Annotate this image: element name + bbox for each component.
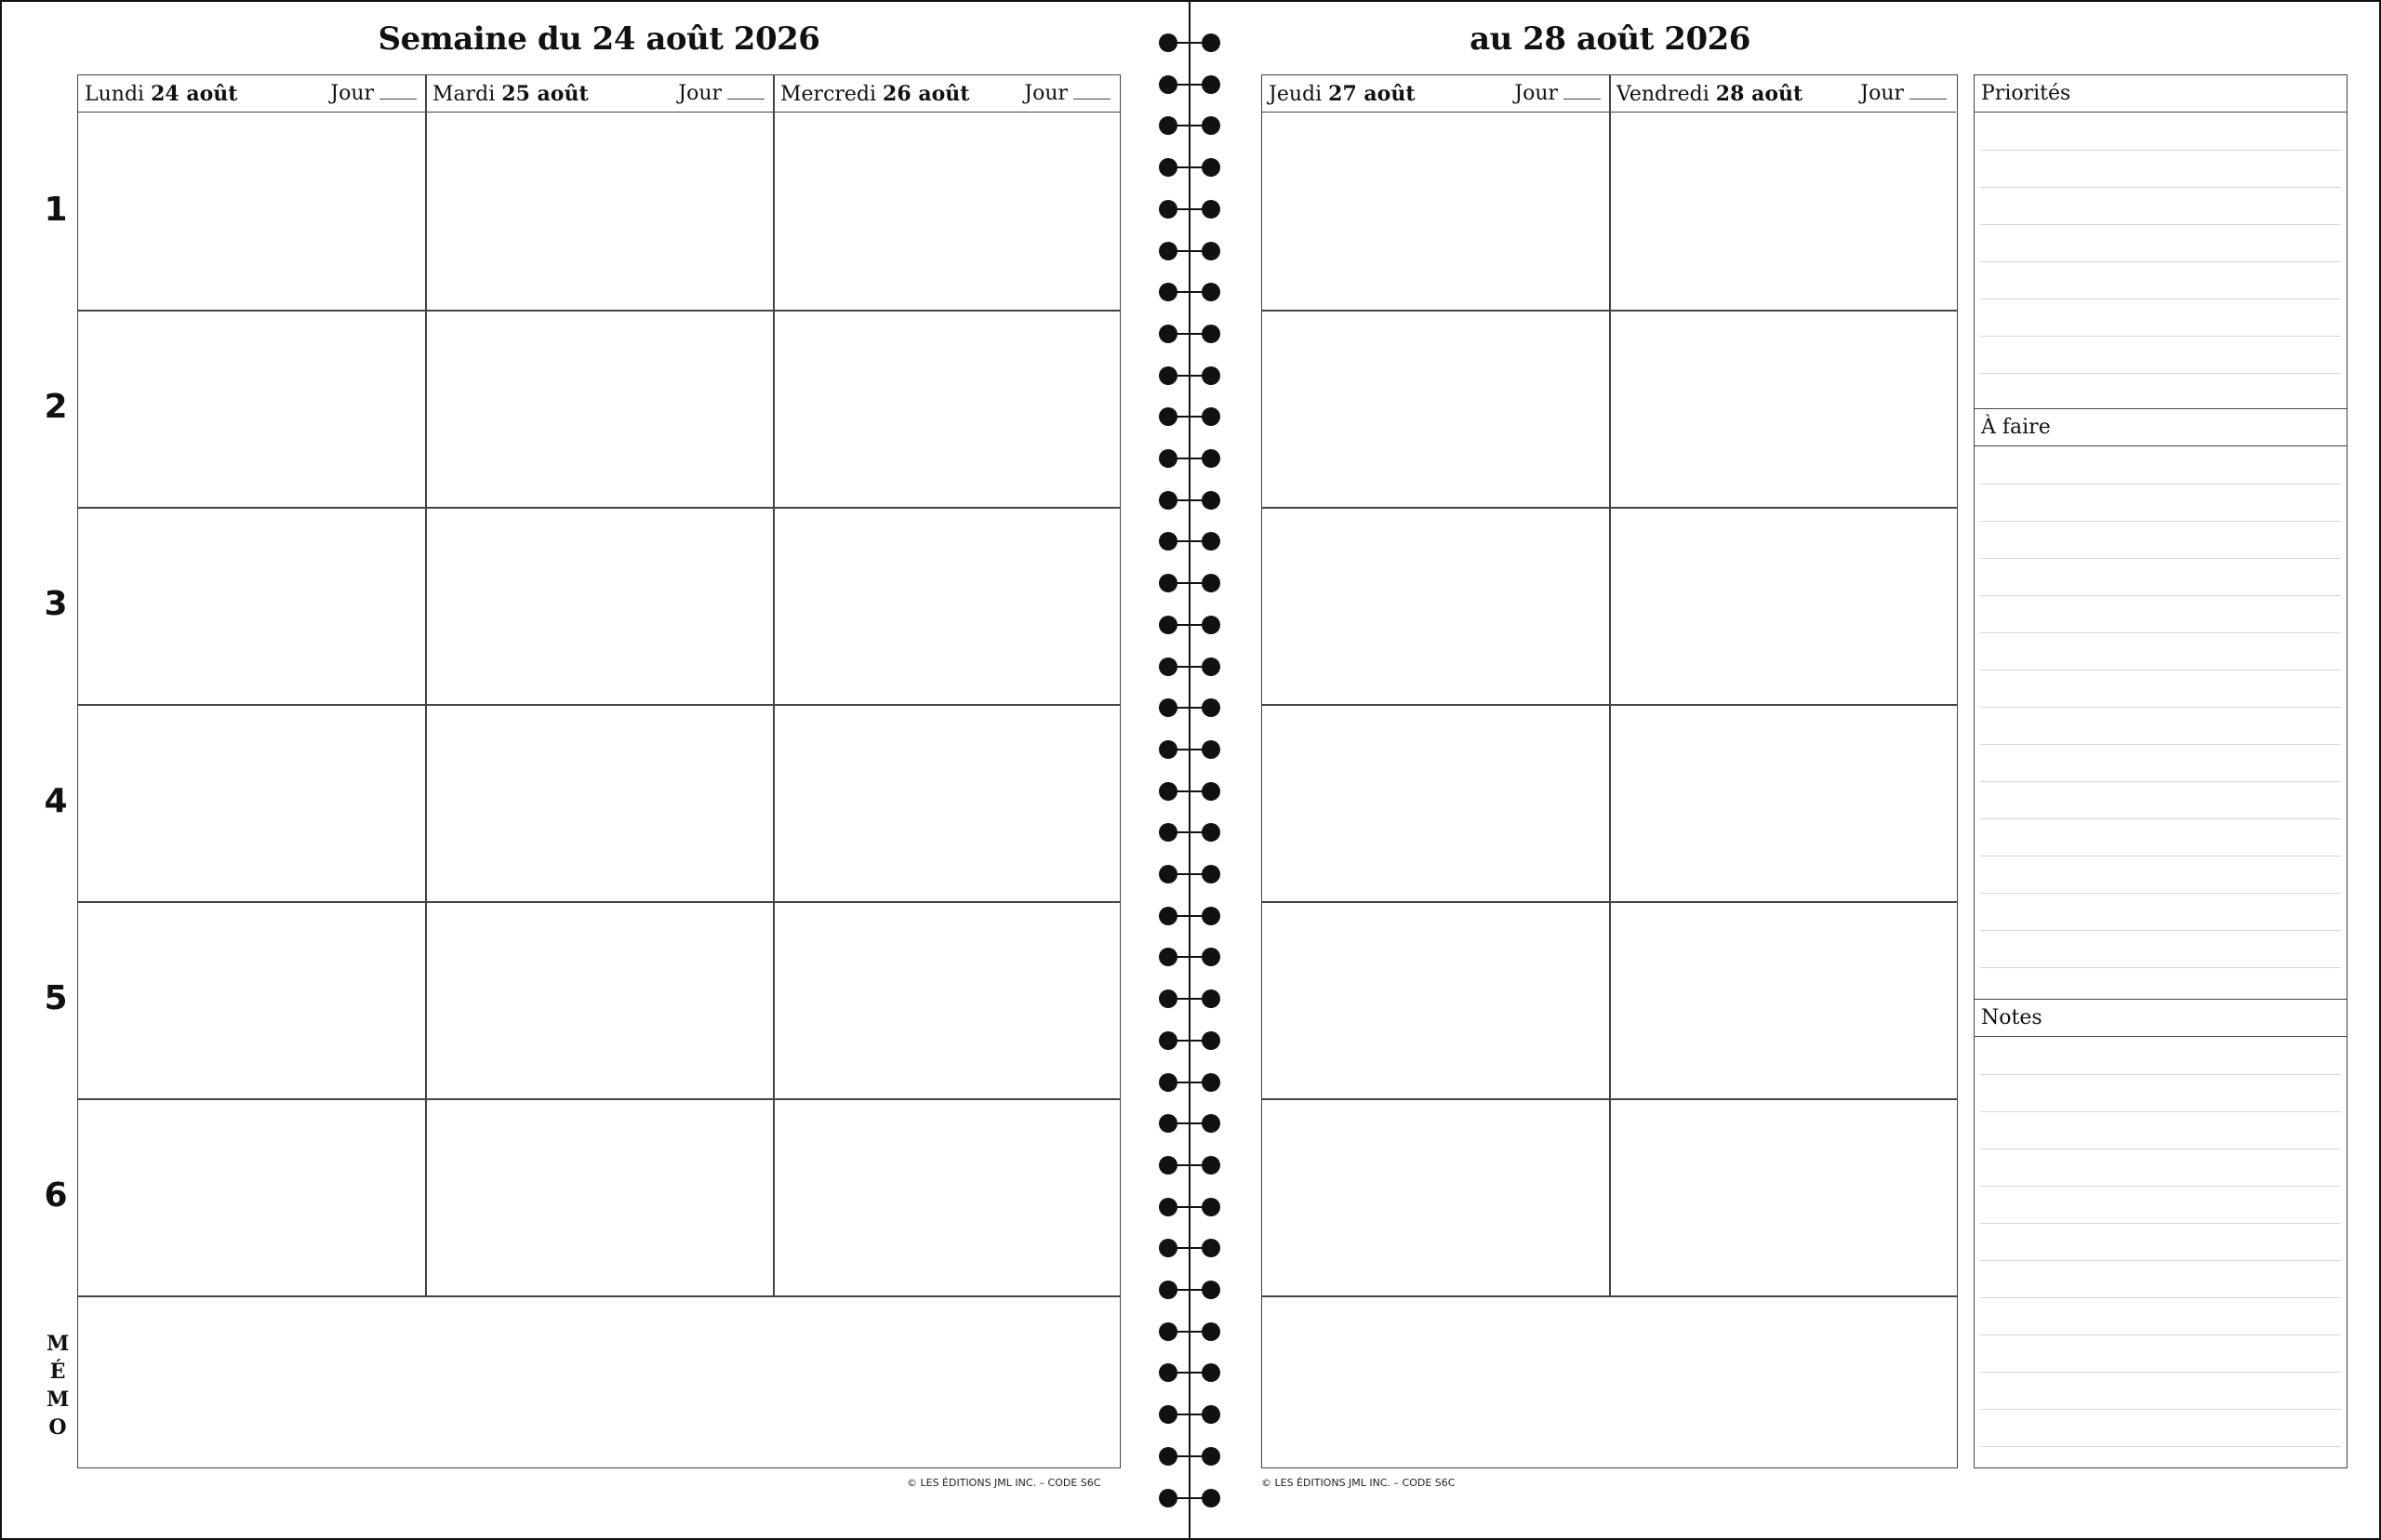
- spiral-binding-ring-icon: [1159, 1447, 1220, 1466]
- ruled-line: [1980, 930, 2341, 931]
- jour-field[interactable]: Jour: [1514, 75, 1601, 113]
- day-name: Lundi: [85, 83, 145, 106]
- ruled-line: [1980, 1334, 2341, 1335]
- ruled-line: [1980, 1297, 2341, 1298]
- ruled-line: [1980, 967, 2341, 968]
- memo-divider: [1262, 1295, 1957, 1297]
- spiral-binding-ring-icon: [1159, 698, 1220, 717]
- jour-field[interactable]: Jour: [678, 75, 765, 113]
- ruled-line: [1980, 1186, 2341, 1187]
- jour-field[interactable]: Jour: [330, 75, 417, 113]
- a-faire-header: À faire: [1975, 409, 2347, 446]
- copyright-left: © LES ÉDITIONS JML INC. – CODE S6C: [907, 1477, 1101, 1489]
- spiral-binding-ring-icon: [1159, 823, 1220, 842]
- day-name: Vendredi: [1616, 83, 1709, 106]
- period-divider: [1262, 310, 1957, 312]
- ruled-line: [1980, 373, 2341, 374]
- left-schedule-grid: [77, 74, 1121, 1468]
- day-date: 26 août: [883, 82, 970, 106]
- spiral-binding-ring-icon: [1159, 283, 1220, 301]
- day-header-mardi: [426, 75, 774, 113]
- ruled-line: [1980, 1111, 2341, 1112]
- spiral-binding-ring-icon: [1159, 1031, 1220, 1050]
- ruled-line: [1980, 707, 2341, 708]
- day-header-lundi: [78, 75, 426, 113]
- spiral-binding-ring-icon: [1159, 75, 1220, 94]
- spiral-binding-ring-icon: [1159, 574, 1220, 592]
- day-header-jeudi: [1262, 75, 1610, 113]
- right-page-title: au 28 août 2026: [1470, 20, 1750, 58]
- period-divider: [78, 704, 1120, 706]
- column-divider: [425, 75, 427, 1295]
- spiral-binding-ring-icon: [1159, 1281, 1220, 1299]
- spiral-binding-ring-icon: [1159, 366, 1220, 385]
- spiral-binding-ring-icon: [1159, 1073, 1220, 1092]
- period-divider: [78, 901, 1120, 903]
- period-number: 5: [44, 979, 68, 1017]
- period-divider: [78, 310, 1120, 312]
- spiral-binding-ring-icon: [1159, 242, 1220, 260]
- memo-divider: [78, 1295, 1120, 1297]
- ruled-line: [1980, 1260, 2341, 1261]
- spiral-binding-ring-icon: [1159, 1405, 1220, 1424]
- spiral-binding-ring-icon: [1159, 532, 1220, 551]
- ruled-line: [1980, 187, 2341, 188]
- spiral-binding-ring-icon: [1159, 1489, 1220, 1507]
- notes-section: [1974, 999, 2348, 1468]
- spiral-binding-ring-icon: [1159, 1114, 1220, 1133]
- period-divider: [78, 507, 1120, 509]
- ruled-line: [1980, 336, 2341, 337]
- ruled-line: [1980, 1446, 2341, 1447]
- period-number: 1: [44, 191, 68, 229]
- ruled-line: [1980, 1372, 2341, 1373]
- ruled-line: [1980, 1148, 2341, 1149]
- jour-field[interactable]: Jour: [1024, 75, 1111, 113]
- day-date: 27 août: [1328, 82, 1416, 106]
- ruled-line: [1980, 1074, 2341, 1075]
- day-name: Mercredi: [780, 83, 877, 106]
- spiral-binding-ring-icon: [1159, 491, 1220, 510]
- ruled-line: [1980, 150, 2341, 151]
- left-page-title: Semaine du 24 août 2026: [378, 20, 820, 58]
- ruled-line: [1980, 893, 2341, 894]
- period-number: 3: [44, 585, 68, 623]
- day-header-mercredi: [774, 75, 1120, 113]
- copyright-right: © LES ÉDITIONS JML INC. – CODE S6C: [1261, 1477, 1456, 1489]
- spiral-binding-ring-icon: [1159, 158, 1220, 177]
- period-number: 6: [44, 1176, 68, 1215]
- period-divider: [1262, 1098, 1957, 1100]
- ruled-line: [1980, 1223, 2341, 1224]
- spiral-binding-ring-icon: [1159, 407, 1220, 426]
- spiral-binding-ring-icon: [1159, 1156, 1220, 1175]
- period-divider: [78, 1098, 1120, 1100]
- period-number: 2: [44, 388, 68, 426]
- ruled-line: [1980, 224, 2341, 225]
- day-name: Jeudi: [1269, 83, 1323, 106]
- day-name: Mardi: [432, 83, 496, 106]
- day-date: 25 août: [501, 82, 589, 106]
- spiral-binding-ring-icon: [1159, 33, 1220, 52]
- spiral-binding-ring-icon: [1159, 616, 1220, 634]
- spiral-binding-ring-icon: [1159, 865, 1220, 883]
- spiral-binding-ring-icon: [1159, 782, 1220, 801]
- spiral-binding-ring-icon: [1159, 657, 1220, 676]
- column-divider: [773, 75, 775, 1295]
- ruled-line: [1980, 744, 2341, 745]
- priorites-header: Priorités: [1975, 75, 2347, 113]
- spiral-binding-ring-icon: [1159, 1198, 1220, 1216]
- ruled-line: [1980, 521, 2341, 522]
- ruled-line: [1980, 484, 2341, 485]
- spiral-binding-ring-icon: [1159, 948, 1220, 966]
- memo-label: M É M O: [47, 1332, 70, 1440]
- priorites-section: [1974, 74, 2348, 409]
- period-divider: [1262, 901, 1957, 903]
- day-date: 28 août: [1715, 82, 1803, 106]
- spiral-binding-ring-icon: [1159, 449, 1220, 468]
- spiral-binding-ring-icon: [1159, 1322, 1220, 1341]
- right-schedule-grid: [1261, 74, 1958, 1468]
- spiral-binding-ring-icon: [1159, 116, 1220, 135]
- a-faire-section: [1974, 408, 2348, 1000]
- column-divider: [1609, 75, 1611, 1295]
- spiral-binding-ring-icon: [1159, 325, 1220, 343]
- ruled-line: [1980, 781, 2341, 782]
- period-number: 4: [44, 782, 68, 820]
- ruled-line: [1980, 595, 2341, 596]
- ruled-line: [1980, 558, 2341, 559]
- ruled-line: [1980, 1409, 2341, 1410]
- spiral-binding-ring-icon: [1159, 740, 1220, 759]
- jour-field[interactable]: Jour: [1860, 75, 1947, 113]
- notes-header: Notes: [1975, 1000, 2347, 1037]
- spiral-binding-ring-icon: [1159, 200, 1220, 219]
- spiral-binding-ring-icon: [1159, 989, 1220, 1008]
- ruled-line: [1980, 632, 2341, 633]
- spiral-binding-ring-icon: [1159, 1363, 1220, 1382]
- ruled-line: [1980, 261, 2341, 262]
- ruled-line: [1980, 818, 2341, 819]
- period-divider: [1262, 507, 1957, 509]
- day-header-vendredi: [1610, 75, 1956, 113]
- page-spine: [1189, 0, 1190, 1540]
- spiral-binding-ring-icon: [1159, 907, 1220, 925]
- spiral-binding-ring-icon: [1159, 1239, 1220, 1257]
- day-date: 24 août: [151, 82, 238, 106]
- period-divider: [1262, 704, 1957, 706]
